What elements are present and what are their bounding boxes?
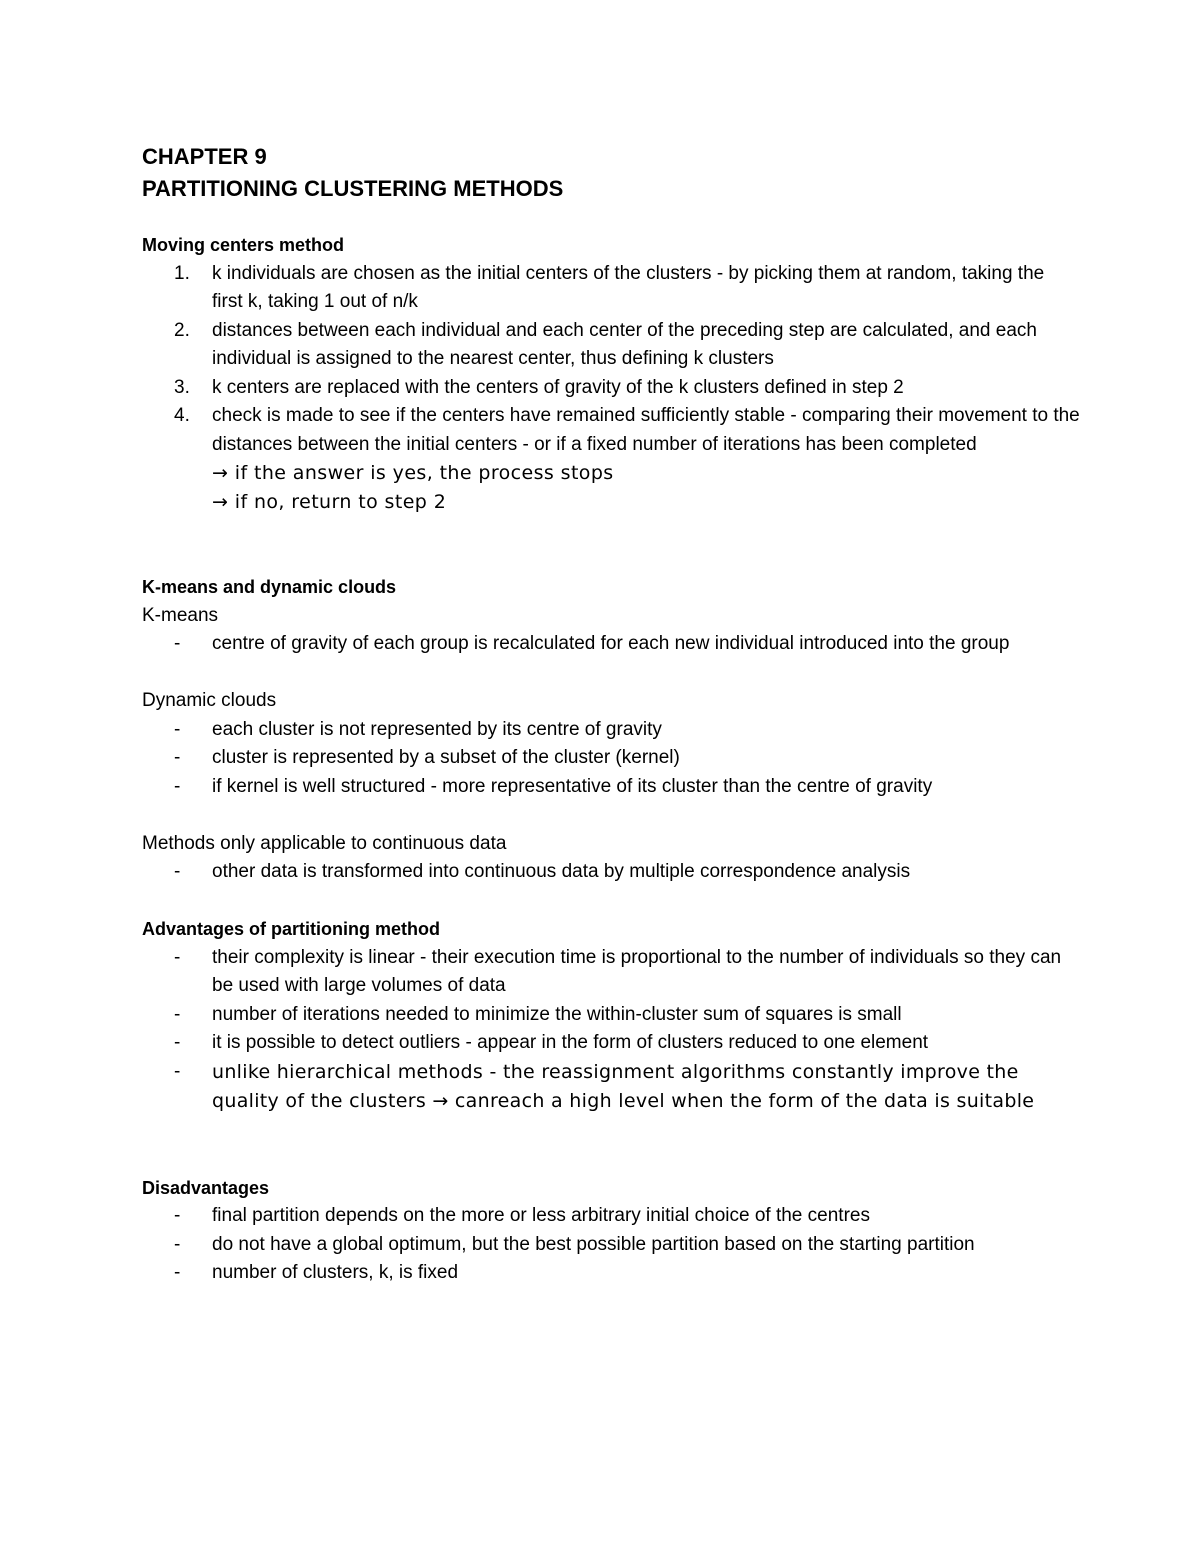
list-item-text: cluster is represented by a subset of the cluster (kernel) xyxy=(212,747,680,768)
outcome-no: → if no, return to step 2 xyxy=(212,490,447,513)
list-item xyxy=(142,716,1080,745)
chapter-title: PARTITIONING CLUSTERING METHODS xyxy=(142,176,564,201)
list-item-text: other data is transformed into continuous data by multiple correspondence analysis xyxy=(212,861,911,882)
advantages-list xyxy=(142,944,1080,1117)
spacer xyxy=(142,659,1080,688)
list-item xyxy=(142,773,1080,802)
list-item-text: if kernel is well structured - more representative of its cluster than the centre of gravity xyxy=(212,775,933,797)
outcome-yes: → if the answer is yes, the process stops xyxy=(212,462,614,484)
subheading-continuous-data: Methods only applicable to continuous data xyxy=(142,832,507,854)
dash-bullet: - xyxy=(174,1032,181,1053)
list-item-text: k centers are replaced with the centers of gravity of the k clusters defined in step 2 xyxy=(212,376,904,398)
list-item xyxy=(142,944,1080,1001)
list-item xyxy=(142,1202,1080,1231)
list-item xyxy=(142,1058,1080,1117)
list-item-text: final partition depends on the more or less arbitrary initial choice of the centres xyxy=(212,1205,870,1226)
moving-centers-section xyxy=(142,231,1080,516)
dash-bullet: - xyxy=(174,1233,181,1255)
list-item-text: check is made to see if the centers have remained sufficiently stable - comparing their movement to the distances between the initial centers - or if a fixed number of iterations has been completed xyxy=(212,405,1080,455)
section-heading-advantages: Advantages of partitioning method xyxy=(142,919,441,939)
list-item xyxy=(142,317,1080,374)
list-number: 3. xyxy=(174,376,190,398)
advantages-section xyxy=(142,915,1080,1117)
list-item-text: their complexity is linear - their execution time is proportional to the number of individuals so they can be used with large volumes of data xyxy=(212,946,1062,996)
list-item xyxy=(142,858,1080,887)
dash-bullet: - xyxy=(174,747,181,768)
subheading-dynamic-clouds: Dynamic clouds xyxy=(142,690,277,711)
list-item xyxy=(142,260,1080,317)
list-number: 2. xyxy=(174,319,190,341)
list-item-text: number of clusters, k, is fixed xyxy=(212,1262,459,1283)
dash-bullet: - xyxy=(174,1262,181,1283)
dash-bullet: - xyxy=(174,718,181,740)
list-item xyxy=(142,1231,1080,1260)
list-item-text: k individuals are chosen as the initial centers of the clusters - by picking them at random, taking the first k, taking 1 out of n/k xyxy=(212,262,1045,312)
dash-bullet: - xyxy=(174,775,181,797)
dash-bullet: - xyxy=(174,861,181,882)
disadvantages-list xyxy=(142,1202,1080,1288)
dash-bullet: - xyxy=(174,1003,181,1025)
kmeans-section xyxy=(142,573,1080,887)
list-item xyxy=(142,374,1080,403)
moving-centers-steps xyxy=(142,260,1080,517)
subheading-kmeans: K-means xyxy=(142,604,219,626)
list-item-text: number of iterations needed to minimize the within-cluster sum of squares is small xyxy=(212,1003,902,1025)
list-item xyxy=(142,1001,1080,1030)
list-number: 1. xyxy=(174,262,190,284)
spacer xyxy=(142,516,1080,573)
list-item xyxy=(142,630,1080,659)
continuous-data-list xyxy=(142,858,1080,887)
spacer xyxy=(142,887,1080,916)
list-item-text: each cluster is not represented by its centre of gravity xyxy=(212,718,662,740)
spacer xyxy=(142,1117,1080,1174)
dynamic-clouds-list xyxy=(142,716,1080,802)
list-item xyxy=(142,1029,1080,1058)
section-heading-disadvantages: Disadvantages xyxy=(142,1177,270,1198)
list-item-text: unlike hierarchical methods - the reassignment algorithms constantly improve the quality of the clusters → canreach a high level when the form of the data is suitable xyxy=(212,1060,1035,1112)
spacer xyxy=(142,801,1080,830)
dash-bullet: - xyxy=(174,633,181,654)
chapter-number: CHAPTER 9 xyxy=(142,144,267,169)
section-heading-kmeans: K-means and dynamic clouds xyxy=(142,577,397,597)
dash-bullet: - xyxy=(174,946,181,968)
list-item-text: it is possible to detect outliers - appear in the form of clusters reduced to one element xyxy=(212,1032,929,1053)
dash-bullet: - xyxy=(174,1060,181,1082)
list-number: 4. xyxy=(174,405,190,426)
list-item-text: centre of gravity of each group is recalculated for each new individual introduced into the group xyxy=(212,633,1010,654)
disadvantages-section xyxy=(142,1174,1080,1288)
list-item xyxy=(142,744,1080,773)
list-item xyxy=(142,1259,1080,1288)
list-item xyxy=(142,402,1080,516)
list-item-text: distances between each individual and each center of the preceding step are calculated, and each individual is assigned to the nearest center, thus defining k clusters xyxy=(212,319,1037,369)
dash-bullet: - xyxy=(174,1205,181,1226)
section-heading-moving-centers: Moving centers method xyxy=(142,235,345,255)
kmeans-list xyxy=(142,630,1080,659)
list-item-text: do not have a global optimum, but the best possible partition based on the starting partition xyxy=(212,1233,975,1255)
